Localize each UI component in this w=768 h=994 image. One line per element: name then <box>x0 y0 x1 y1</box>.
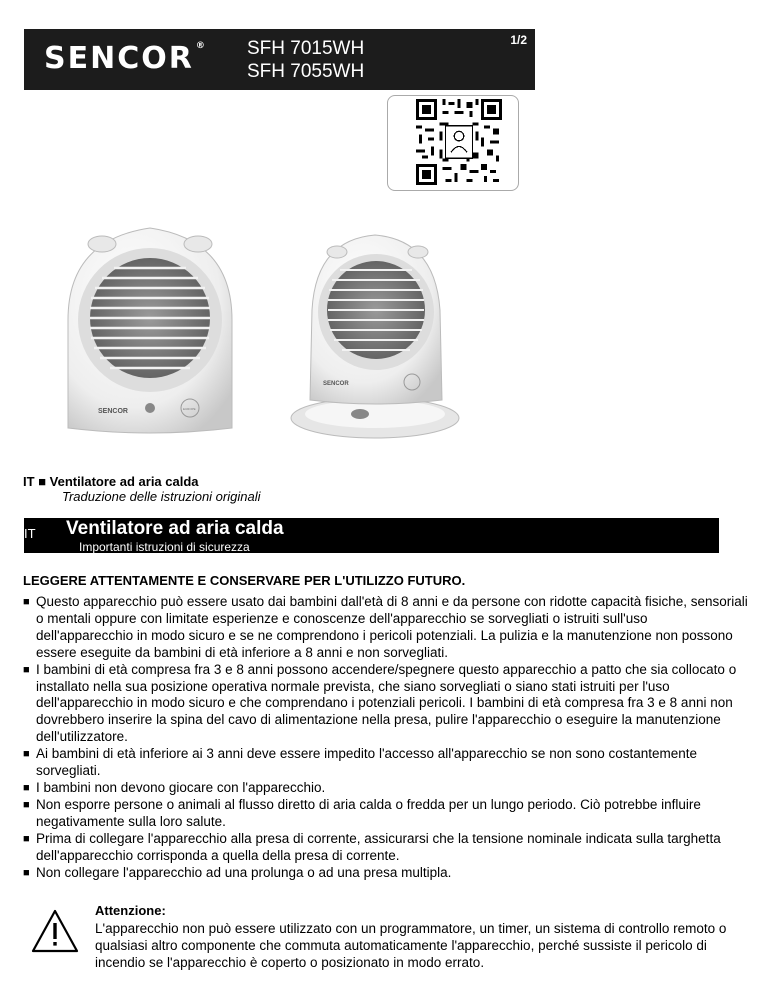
model-list <box>247 37 364 83</box>
read-carefully-notice: LEGGERE ATTENTAMENTE E CONSERVARE PER L'UTILIZZO FUTURO. <box>23 573 466 588</box>
section-subtitle: Importanti istruzioni di sicurezza <box>79 540 250 554</box>
list-item: ■ Ai bambini di età inferiore ai 3 anni deve essere impedito l'accesso all'apparecchio se non sono costantemente sorvegliati. <box>23 746 698 779</box>
model-name: SFH 7055WH <box>247 61 365 82</box>
translation-note: Traduzione delle istruzioni originali <box>62 489 261 504</box>
warning-title: Attenzione: <box>95 903 166 918</box>
list-item: ■ Prima di collegare l'apparecchio alla presa di corrente, assicurarsi che la tensione nominale indicata sulla targhetta dell'apparecchio corrisponda a quella della presa di corrente. <box>23 830 721 863</box>
page-number: 1/2 <box>510 33 527 47</box>
list-item: ■ Non collegare l'apparecchio ad una prolunga o ad una presa multipla. <box>23 864 452 880</box>
section-header <box>24 518 719 553</box>
warning-triangle-icon <box>30 908 80 954</box>
language-code: IT <box>24 526 36 541</box>
section-title: Ventilatore ad aria calda <box>66 518 284 539</box>
brand-logo: SENCOR ® <box>44 41 207 76</box>
model-name: SFH 7015WH <box>247 38 365 59</box>
qr-code-icon <box>416 99 502 185</box>
document-heading: IT ■ Ventilatore ad aria calda <box>23 474 199 489</box>
list-item: ■ I bambini non devono giocare con l'apparecchio. <box>23 779 326 795</box>
product-image <box>40 200 480 450</box>
safety-list <box>23 594 748 881</box>
heater-sfh7015 <box>68 228 232 433</box>
warning-text: L'apparecchio non può essere utilizzato con un programmatore, un timer, un sistema di controllo remoto o qualsiasi altro componente che commuta automaticamente l'apparecchio, perché sussiste il pericolo di incendio se l'apparecchio è coperto o posizionato in modo errato. <box>95 921 727 970</box>
svg-text:SENCOR: SENCOR <box>98 408 128 415</box>
list-item: ■ Questo apparecchio può essere usato dai bambini dall'età di 8 anni e da persone con ridotte capacità fisiche, sensoriali o mentali oppure con limitate esperienze e conoscenze dell'apparecchio se sorvegliati o istruiti sull'uso dell'apparecchio in modo sicuro e se ne comprendono i pericoli potenziali. La pulizia e la manutenzione non possono essere eseguite da bambini di età inferiore a 8 anni e non sorvegliati. <box>23 594 748 660</box>
list-item: ■ I bambini di età compresa fra 3 e 8 anni possono accendere/spegnere questo apparecchio a patto che sia collocato o installato nella sua posizione operativa normale prevista, che siano sorvegliati o siano stati istruiti per l'uso dell'apparecchio in modo sicuro e che comprendano i potenziali pericoli. I bambini di età compresa fra 3 e 8 anni non dovrebbero inserire la spina del cavo di alimentazione nella presa, pulire l'apparecchio o eseguire la manutenzione dell'utilizzatore. <box>23 661 737 745</box>
header-bar <box>24 29 535 90</box>
qr-code-box[interactable] <box>387 95 519 191</box>
svg-text:SENCOR: SENCOR <box>323 381 349 387</box>
list-item: ■ Non esporre persone o animali al flusso diretto di aria calda o fredda per un lungo periodo. Ciò potrebbe influire negativamente sulla loro salute. <box>23 796 701 829</box>
heater-sfh7055 <box>291 235 459 438</box>
svg-text:EUROPE: EUROPE <box>183 407 196 411</box>
